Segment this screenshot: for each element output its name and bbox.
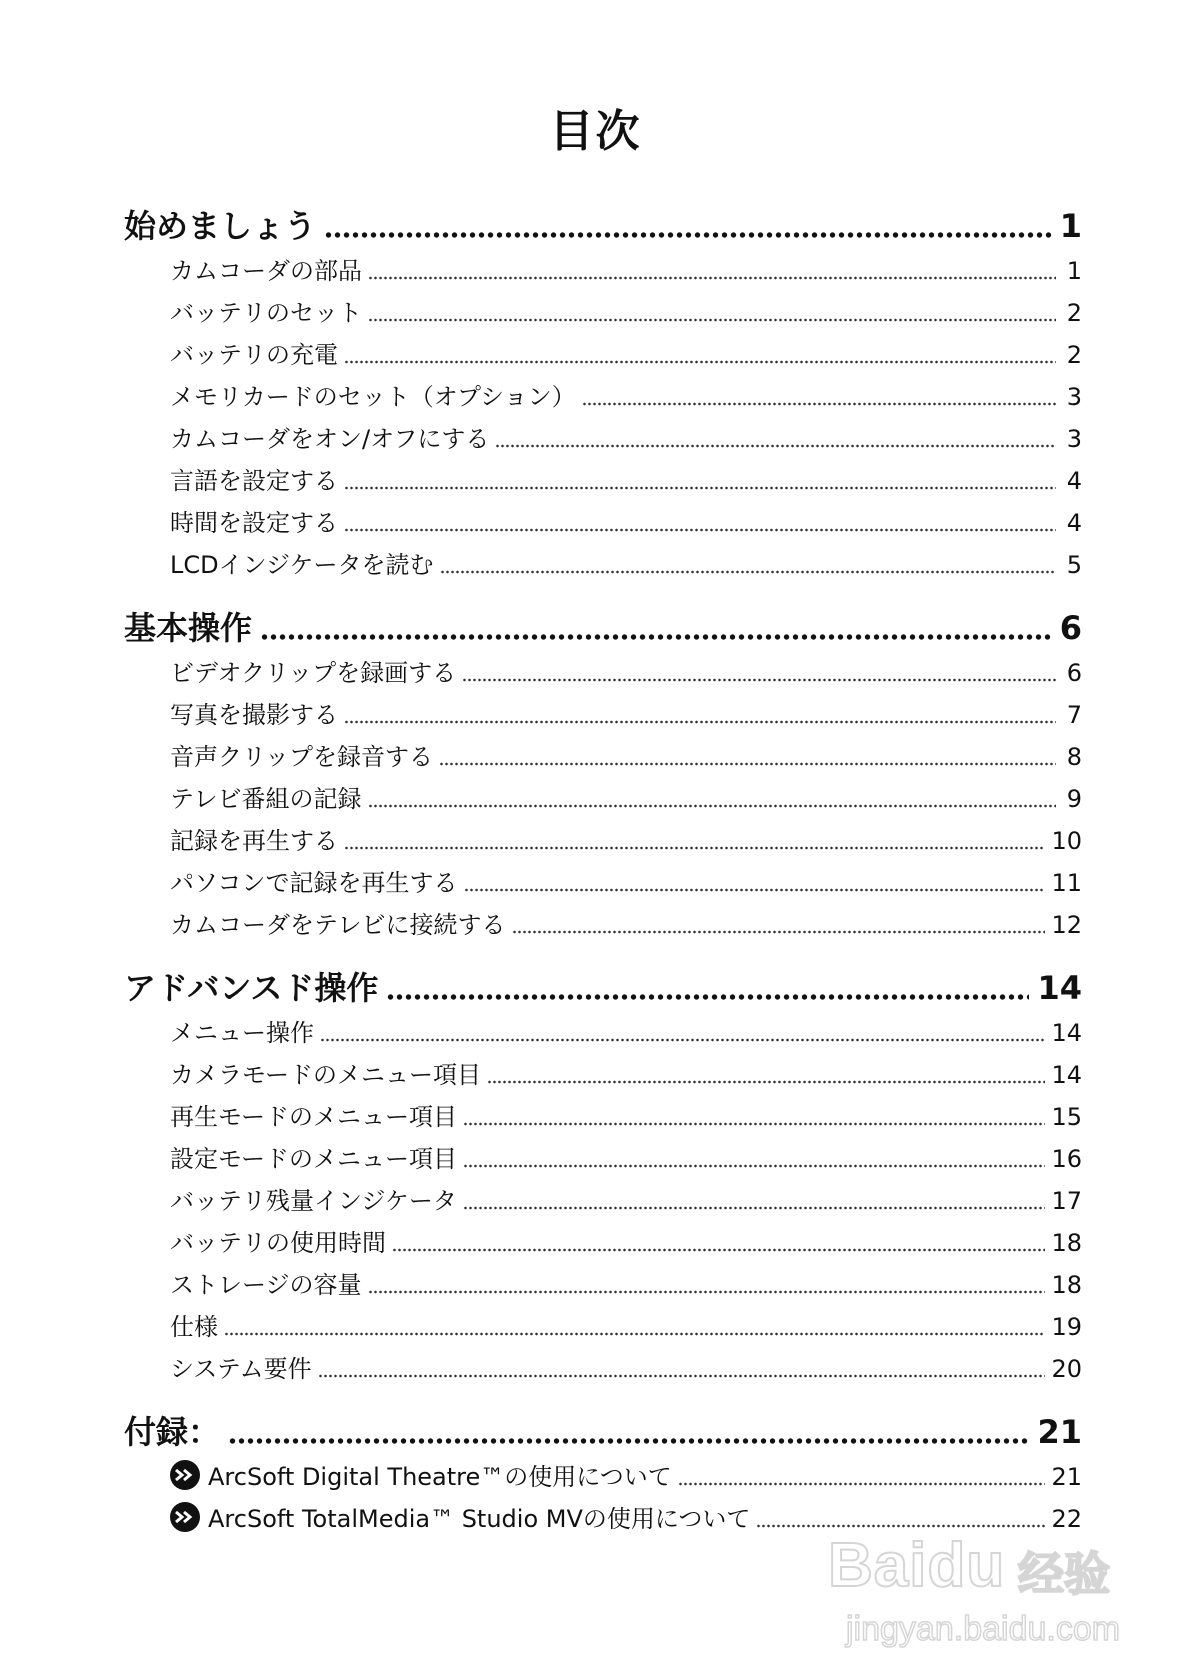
entry-page-number: 3 xyxy=(1066,425,1082,453)
entry-page-number: 1 xyxy=(1066,257,1082,285)
toc-entry[interactable] xyxy=(170,290,1082,332)
entry-page-number: 4 xyxy=(1066,509,1082,537)
section-page-number: 21 xyxy=(1037,1413,1082,1451)
entry-label: システム要件 xyxy=(170,1355,312,1383)
entry-label: メニュー操作 xyxy=(170,1019,314,1047)
watermark-cn-text: 经验 xyxy=(1018,1547,1110,1601)
entry-page-number: 18 xyxy=(1051,1229,1082,1257)
entry-page-number: 5 xyxy=(1066,551,1082,579)
toc-entry[interactable] xyxy=(170,1136,1082,1178)
entry-label: バッテリの使用時間 xyxy=(170,1229,386,1257)
toc-entry[interactable] xyxy=(170,542,1082,584)
entry-label: ビデオクリップを録画する xyxy=(170,659,457,687)
entry-page-number: 21 xyxy=(1051,1463,1082,1491)
toc-entry[interactable] xyxy=(170,458,1082,500)
entry-page-number: 14 xyxy=(1051,1019,1082,1047)
dot-leader xyxy=(228,1438,1029,1444)
entry-label: 設定モードのメニュー項目 xyxy=(170,1145,458,1173)
paw-icon: du xyxy=(927,1531,1006,1600)
toc-section-basic-operations xyxy=(124,598,1082,958)
entry-label: 写真を撮影する xyxy=(170,701,338,729)
dot-leader xyxy=(368,804,1056,808)
entry-page-number: 10 xyxy=(1051,827,1082,855)
toc-entry[interactable] xyxy=(170,1220,1082,1262)
toc-entry[interactable] xyxy=(170,1454,1082,1496)
dot-leader xyxy=(224,1332,1045,1336)
dot-leader xyxy=(582,402,1056,406)
toc-entry[interactable] xyxy=(170,1262,1082,1304)
dot-leader xyxy=(495,444,1056,448)
section-heading: 始めましょう xyxy=(124,207,317,245)
section-heading: 基本操作 xyxy=(124,609,253,647)
dot-leader xyxy=(368,1290,1046,1294)
entry-page-number: 9 xyxy=(1066,785,1082,813)
entry-label: メモリカードのセット（オプション） xyxy=(170,383,576,411)
section-heading: 付録： xyxy=(124,1413,221,1451)
entry-page-number: 17 xyxy=(1051,1187,1082,1215)
dot-leader xyxy=(368,276,1056,280)
dot-leader xyxy=(368,318,1056,322)
entry-page-number: 12 xyxy=(1051,911,1082,939)
toc-entry[interactable] xyxy=(170,1178,1082,1220)
dot-leader xyxy=(440,570,1056,574)
toc-section-advanced-operations xyxy=(124,958,1082,1402)
toc-section-getting-started xyxy=(124,196,1082,598)
entry-label: ArcSoft TotalMedia™ Studio MVの使用について xyxy=(208,1505,751,1533)
toc-entry[interactable] xyxy=(170,1010,1082,1052)
page-title: 目次 xyxy=(549,106,642,157)
entry-page-number: 16 xyxy=(1051,1145,1082,1173)
dot-leader xyxy=(344,360,1056,364)
entry-label: バッテリのセット xyxy=(170,299,362,327)
entry-label: カムコーダをテレビに接続する xyxy=(170,911,506,939)
section-heading: アドバンスド操作 xyxy=(124,969,379,1007)
toc-entry[interactable] xyxy=(170,692,1082,734)
entry-label: ストレージの容量 xyxy=(170,1271,362,1299)
entry-page-number: 19 xyxy=(1051,1313,1082,1341)
section-heading-link[interactable] xyxy=(124,196,1082,248)
section-page-number: 14 xyxy=(1037,969,1082,1007)
toc-entry[interactable] xyxy=(170,860,1082,902)
entry-label: カメラモードのメニュー項目 xyxy=(170,1061,482,1089)
toc-entry[interactable] xyxy=(170,776,1082,818)
dot-leader xyxy=(463,1164,1045,1168)
toc-entry[interactable] xyxy=(170,332,1082,374)
entry-page-number: 6 xyxy=(1066,659,1082,687)
baidu-jingyan-watermark xyxy=(828,1530,1158,1660)
dot-leader xyxy=(756,1524,1045,1528)
dot-leader xyxy=(463,1206,1046,1210)
toc-entry[interactable] xyxy=(170,1304,1082,1346)
dot-leader xyxy=(462,678,1056,682)
entry-label: テレビ番組の記録 xyxy=(170,785,362,813)
dot-leader xyxy=(439,762,1056,766)
dot-leader xyxy=(512,930,1046,934)
entry-label: バッテリの充電 xyxy=(170,341,338,369)
dot-leader xyxy=(344,528,1056,532)
entry-label: バッテリ残量インジケータ xyxy=(170,1187,457,1215)
dot-leader xyxy=(487,1080,1045,1084)
entry-page-number: 11 xyxy=(1051,869,1082,897)
table-of-contents xyxy=(124,196,1082,1552)
entry-label: ArcSoft Digital Theatre™の使用について xyxy=(208,1463,672,1491)
entry-page-number: 2 xyxy=(1066,299,1082,327)
dot-leader xyxy=(320,1038,1045,1042)
toc-entry[interactable] xyxy=(170,1052,1082,1094)
entry-page-number: 8 xyxy=(1066,743,1082,771)
watermark-url: jingyan.baidu.com xyxy=(846,1610,1121,1648)
dot-leader xyxy=(392,1248,1045,1252)
section-heading-link[interactable] xyxy=(124,1402,1082,1454)
entry-label: 再生モードのメニュー項目 xyxy=(170,1103,458,1131)
entry-page-number: 14 xyxy=(1051,1061,1082,1089)
toc-entry[interactable] xyxy=(170,818,1082,860)
entry-page-number: 7 xyxy=(1066,701,1082,729)
section-page-number: 1 xyxy=(1059,207,1082,245)
dot-leader xyxy=(463,1122,1045,1126)
entry-page-number: 2 xyxy=(1066,341,1082,369)
dot-leader xyxy=(318,1374,1046,1378)
dot-leader xyxy=(344,720,1056,724)
entry-label: LCDインジケータを読む xyxy=(170,551,434,579)
toc-entry[interactable] xyxy=(170,248,1082,290)
entry-label: 仕様 xyxy=(170,1313,218,1341)
entry-page-number: 22 xyxy=(1051,1505,1082,1533)
dot-leader xyxy=(464,888,1046,892)
toc-entry[interactable] xyxy=(170,1094,1082,1136)
dot-leader xyxy=(344,846,1045,850)
dot-leader xyxy=(324,232,1052,238)
toc-entry[interactable] xyxy=(170,902,1082,944)
toc-entry[interactable] xyxy=(170,1346,1082,1388)
entry-label: カムコーダをオン/オフにする xyxy=(170,425,490,453)
toc-entry[interactable] xyxy=(170,374,1082,416)
dot-leader xyxy=(386,994,1029,1000)
entry-label: 記録を再生する xyxy=(170,827,338,855)
arcsoft-arrow-icon xyxy=(170,1502,200,1532)
entry-page-number: 15 xyxy=(1051,1103,1082,1131)
section-heading-link[interactable] xyxy=(124,598,1082,650)
arcsoft-arrow-icon xyxy=(170,1460,200,1490)
toc-entry[interactable] xyxy=(170,734,1082,776)
entry-label: 音声クリップを録音する xyxy=(170,743,434,771)
watermark-brand: Baidu xyxy=(828,1531,1006,1600)
entry-page-number: 18 xyxy=(1051,1271,1082,1299)
entry-label: 時間を設定する xyxy=(170,509,338,537)
dot-leader xyxy=(260,634,1052,640)
section-page-number: 6 xyxy=(1059,609,1082,647)
entry-page-number: 3 xyxy=(1066,383,1082,411)
entry-label: パソコンで記録を再生する xyxy=(170,869,458,897)
entry-label: 言語を設定する xyxy=(170,467,338,495)
toc-entry[interactable] xyxy=(170,650,1082,692)
toc-entry[interactable] xyxy=(170,416,1082,458)
entry-page-number: 20 xyxy=(1051,1355,1082,1383)
toc-entry[interactable] xyxy=(170,500,1082,542)
dot-leader xyxy=(344,486,1056,490)
entry-page-number: 4 xyxy=(1066,467,1082,495)
dot-leader xyxy=(678,1482,1046,1486)
entry-label: カムコーダの部品 xyxy=(170,257,362,285)
section-heading-link[interactable] xyxy=(124,958,1082,1010)
